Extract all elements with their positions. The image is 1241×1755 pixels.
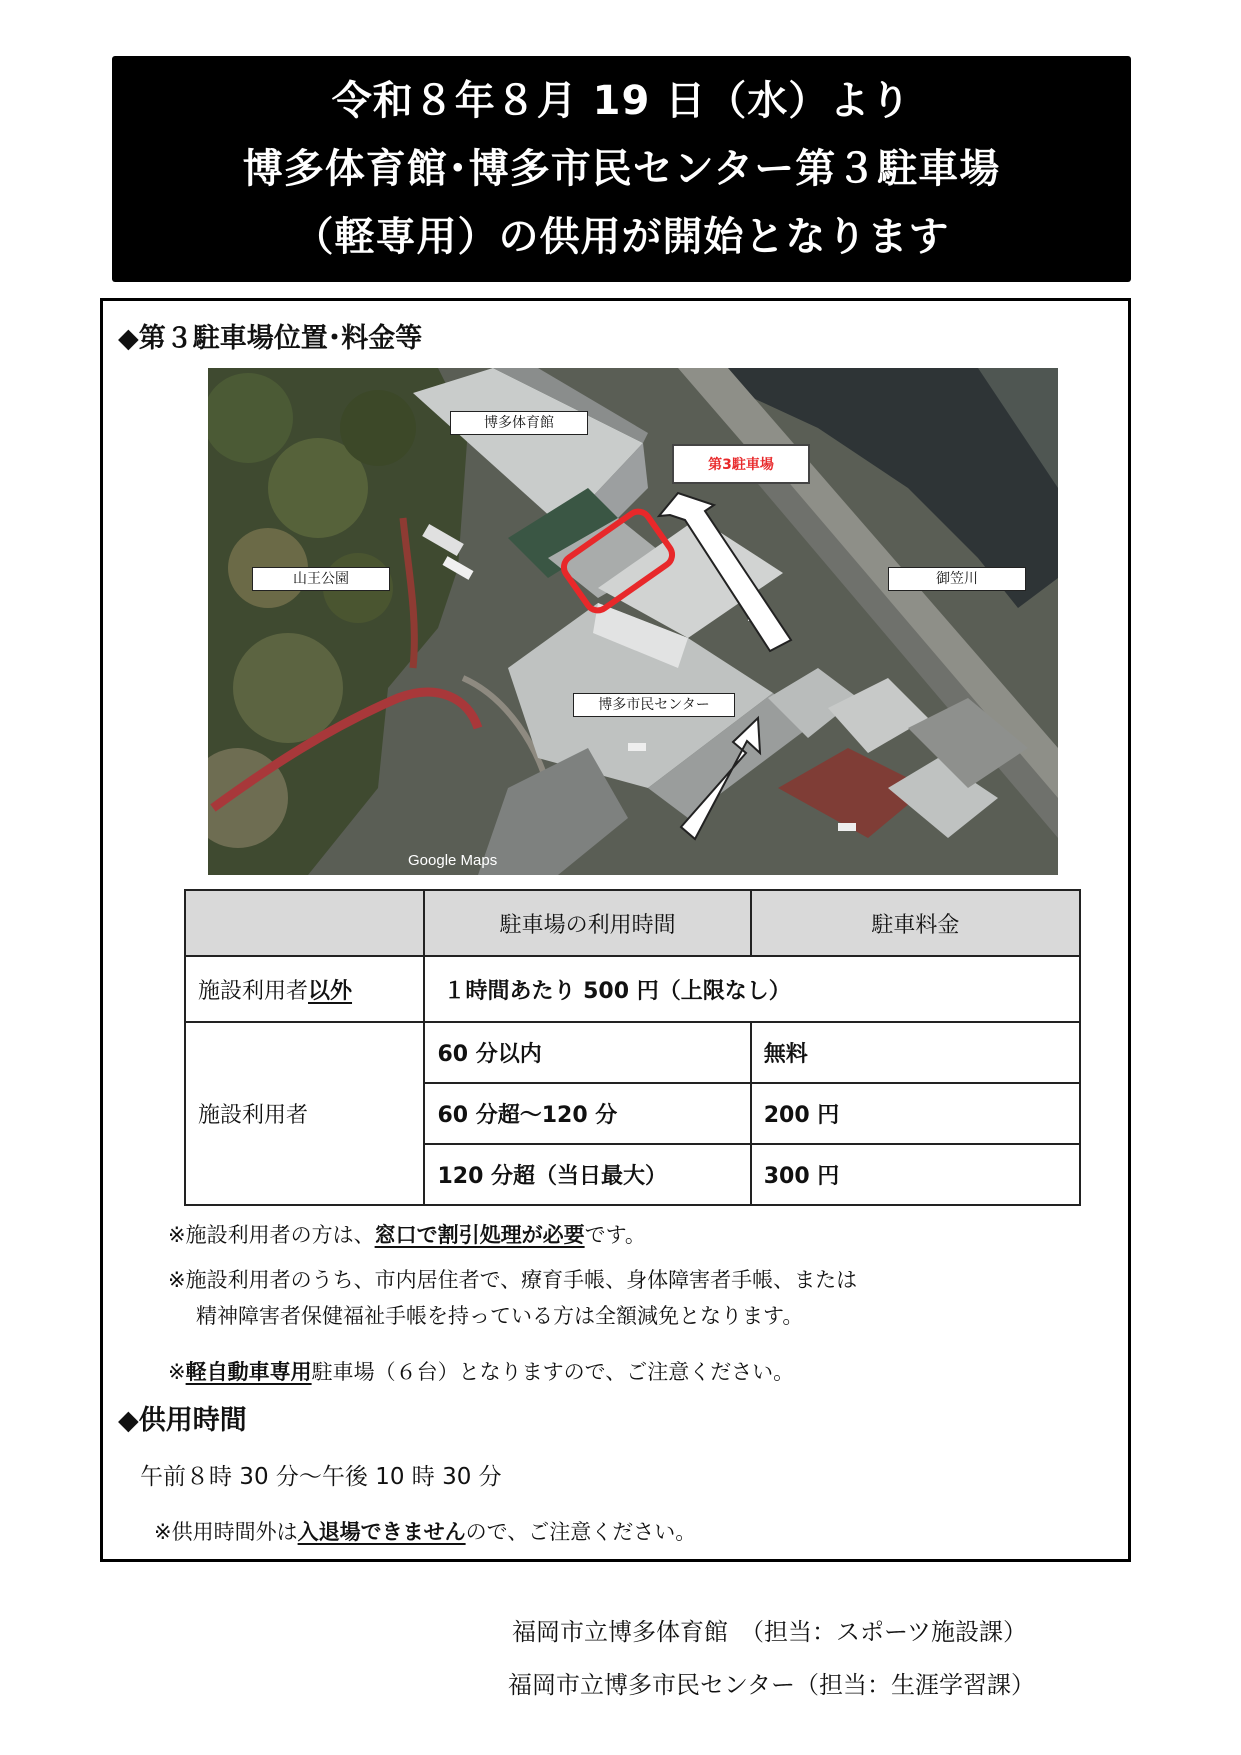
user-fee-2: 200 円 [751, 1083, 1080, 1144]
title-banner [112, 56, 1131, 282]
section-heading-hours: ◆供用時間 [118, 1405, 247, 1436]
title-line-3: （軽専用）の供用が開始となります [293, 214, 950, 260]
map-label-park: 山王公園 [252, 567, 390, 591]
user-time-1: 60 分以内 [424, 1022, 750, 1083]
map-attribution: Google Maps [408, 852, 498, 869]
note-kei-only: ※軽自動車専用駐車場（６台）となりますので、ご注意ください。 [168, 1360, 795, 1384]
table-row-user-1 [185, 1022, 1080, 1083]
footer-center-contact: 福岡市立博多市民センター（担当：生涯学習課） [508, 1671, 1036, 1699]
user-time-2: 60 分超～120 分 [424, 1083, 750, 1144]
note-exemption-line-2: 精神障害者保健福祉手帳を持っている方は全額減免となります。 [196, 1304, 804, 1328]
table-header-row [185, 890, 1080, 956]
footer-gym-contact: 福岡市立博多体育館 （担当：スポーツ施設課） [512, 1618, 1028, 1646]
user-fee-3: 300 円 [751, 1144, 1080, 1205]
note-hours-emph: 入退場できません [297, 1520, 466, 1544]
operating-hours: 午前８時 30 分～午後 10 時 30 分 [140, 1464, 502, 1490]
aerial-map [208, 368, 1058, 875]
fee-table [184, 889, 1081, 1206]
user-fee-1: 無料 [751, 1022, 1080, 1083]
non-user-label: 施設利用者以外 [185, 956, 424, 1022]
map-label-gym: 博多体育館 [450, 411, 588, 435]
section-heading-location: ◆第３駐車場位置･料金等 [118, 323, 423, 354]
map-label-river: 御笠川 [888, 567, 1026, 591]
title-line-2: 博多体育館･博多市民センター第３駐車場 [242, 146, 1001, 192]
note-exemption-line-1: ※施設利用者のうち、市内居住者で、療育手帳、身体障害者手帳、または [168, 1268, 858, 1292]
table-header-empty [185, 890, 424, 956]
aerial-map-graphic [208, 368, 1058, 875]
note-discount-emph: 窓口で割引処理が必要 [374, 1223, 585, 1247]
map-label-parking3: 第3駐車場 [672, 444, 810, 484]
user-time-3: 120 分超（当日最大） [424, 1144, 750, 1205]
map-label-center: 博多市民センター [573, 693, 735, 717]
note-kei-only-emph: 軽自動車専用 [185, 1360, 312, 1384]
table-header-time: 駐車場の利用時間 [424, 890, 750, 956]
note-discount: ※施設利用者の方は、窓口で割引処理が必要です。 [168, 1223, 646, 1247]
title-line-1: 令和８年８月 19 日（水）より [331, 78, 912, 124]
note-hours: ※供用時間外は入退場できませんので、ご注意ください。 [154, 1520, 697, 1544]
non-user-fee: １時間あたり 500 円（上限なし） [424, 956, 1080, 1022]
table-row-non-user [185, 956, 1080, 1022]
user-label: 施設利用者 [185, 1022, 424, 1205]
table-header-fee: 駐車料金 [751, 890, 1080, 956]
non-user-emph: 以外 [308, 978, 353, 1004]
